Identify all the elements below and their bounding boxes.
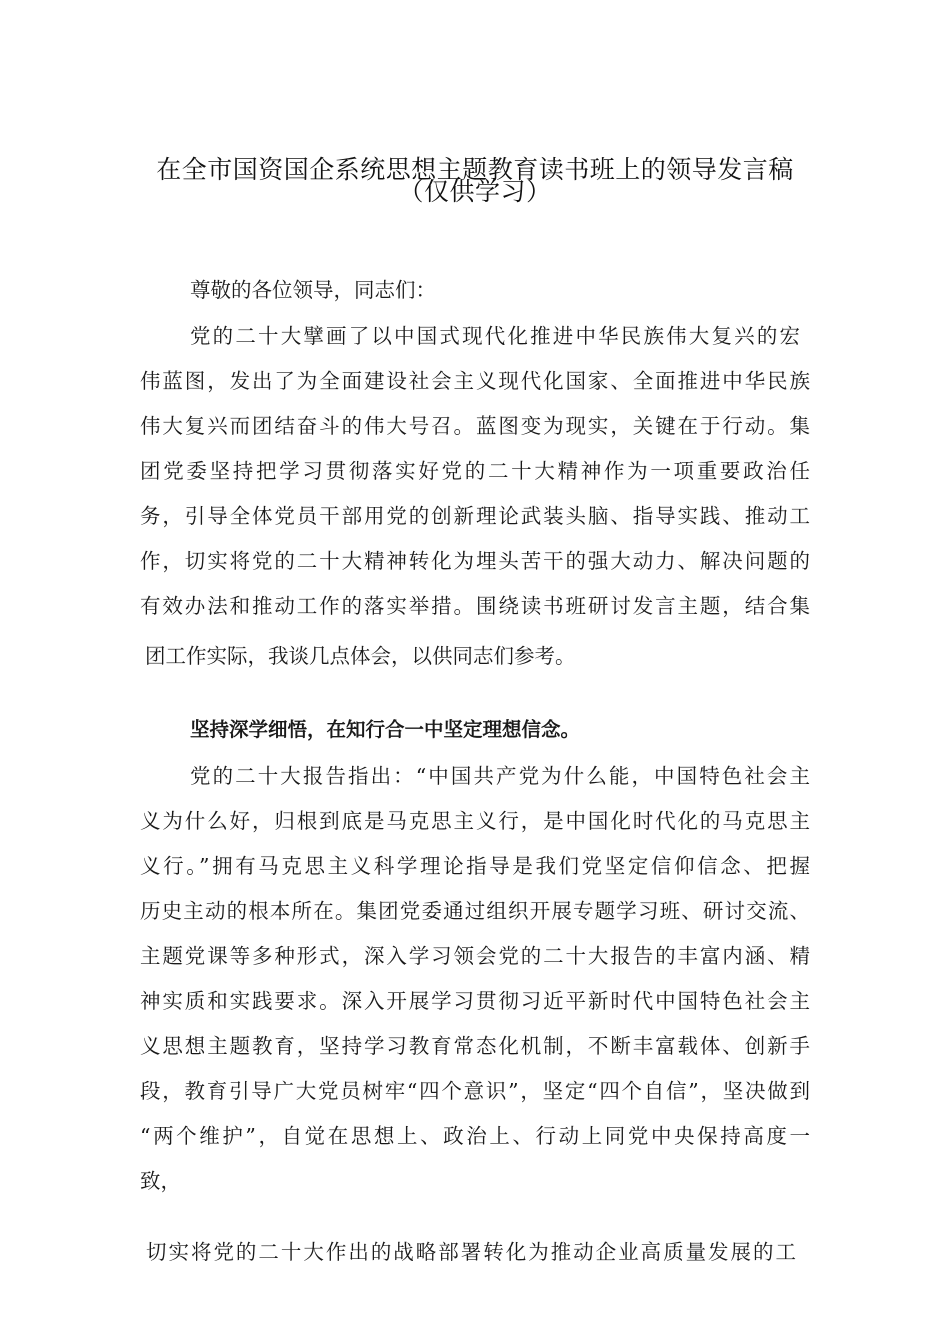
salutation: 尊敬的各位领导，同志们： (190, 278, 436, 302)
paragraph-line: 义行。”拥有马克思主义科学理论指导是我们党坚定信仰信念、把握 (140, 854, 810, 878)
paragraph-line: 义为什么好，归根到底是马克思主义行，是中国化时代化的马克思主 (140, 809, 810, 833)
paragraph-line: 段，教育引导广大党员树牢“四个意识”，坚定“四个自信”，坚决做到 (140, 1079, 810, 1103)
paragraph-line: 务，引导全体党员干部用党的创新理论武装头脑、指导实践、推动工 (140, 504, 810, 528)
paragraph-line: 有效办法和推动工作的落实举措。围绕读书班研讨发言主题，结合集 (140, 594, 810, 618)
paragraph-line: 团党委坚持把学习贯彻落实好党的二十大精神作为一项重要政治任 (140, 459, 810, 483)
paragraph-line: 义思想主题教育，坚持学习教育常态化机制，不断丰富载体、创新手 (140, 1034, 810, 1058)
paragraph-line: 伟大复兴而团结奋斗的伟大号召。蓝图变为现实，关键在于行动。集 (140, 414, 810, 438)
paragraph-line: 团工作实际，我谈几点体会，以供同志们参考。 (145, 644, 576, 668)
paragraph-line: 主题党课等多种形式，深入学习领会党的二十大报告的丰富内涵、精 (140, 944, 810, 968)
section-heading: 坚持深学细悟，在知行合一中坚定理想信念。 (190, 718, 581, 741)
document-title: 在全市国资国企系统思想主题教育读书班上的领导发言稿 (156, 155, 794, 184)
paragraph-line: 伟蓝图，发出了为全面建设社会主义现代化国家、全面推进中华民族 (140, 369, 810, 393)
document-subtitle: （仅供学习） (398, 177, 552, 206)
paragraph-line: “两个维护”，自觉在思想上、政治上、行动上同党中央保持高度一 (140, 1124, 810, 1148)
paragraph-line: 党的二十大擘画了以中国式现代化推进中华民族伟大复兴的宏 (190, 324, 800, 348)
paragraph-line: 致， (140, 1169, 181, 1193)
paragraph-line: 党的二十大报告指出：“中国共产党为什么能，中国特色社会主 (190, 764, 810, 788)
paragraph-line: 历史主动的根本所在。集团党委通过组织开展专题学习班、研讨交流、 (140, 899, 810, 923)
paragraph-line: 切实将党的二十大作出的战略部署转化为推动企业高质量发展的工 (146, 1240, 796, 1264)
paragraph-line: 神实质和实践要求。深入开展学习贯彻习近平新时代中国特色社会主 (140, 989, 810, 1013)
paragraph-line: 作，切实将党的二十大精神转化为埋头苦干的强大动力、解决问题的 (140, 549, 810, 573)
